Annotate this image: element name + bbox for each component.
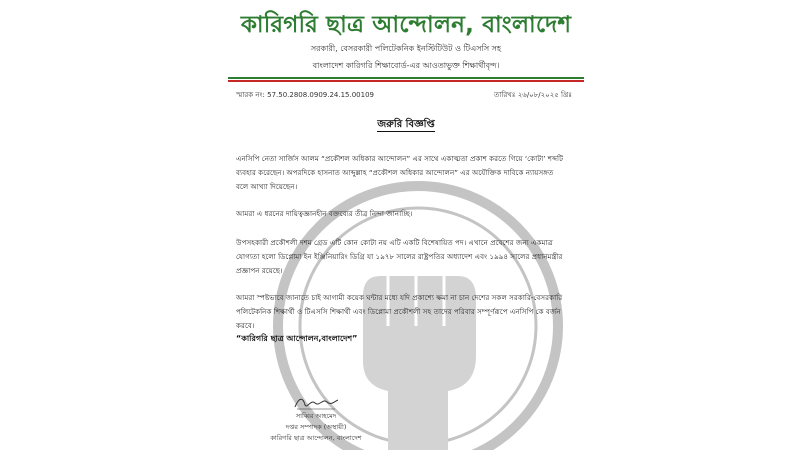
- signatory-name: সাব্বির আহমেদ: [295, 412, 337, 420]
- header-divider-red: [228, 80, 584, 82]
- handwritten-signature: [291, 395, 341, 411]
- paragraph-4: আমরা স্পষ্টভাবে জানাতে চাই আগামী কয়েক ঘন্টার মধ্যে যদি প্রকাশ্যে ক্ষমা না চান দেশের সকল সরকারি-বেসরকারি পলিটেকনিক শিক্ষার্থী ও টিএসসি শিক্ষার্থী এবং ডিপ্লোমা প্রকৌশলী সহ তাদের পরিবার সম্পূর্ণরূপে এনসিপি কে বর্জন করবে।: [236, 293, 563, 330]
- signatory-organization: কারিগরি ছাত্র আন্দোলন, বাংলাদেশ: [270, 434, 362, 442]
- signatory-designation: দপ্তর সম্পাদক (অস্থায়ী): [285, 423, 347, 431]
- signature-block: [236, 395, 396, 444]
- subtitle-line-1: সরকারী, বেসরকারী পলিটেকনিক ইনস্টিটিউট ও টিএসসি সহ: [310, 44, 502, 53]
- subtitle-line-2: বাংলাদেশ কারিগরি শিক্ষাবোর্ড-এর আওতাভুক্ত শিক্ষার্থীবৃন্দ।: [312, 61, 500, 70]
- signoff: “কারিগরি ছাত্র আন্দোলন,বাংলাদেশ”: [236, 334, 358, 343]
- notice-heading: [228, 117, 584, 134]
- notice-date: তারিখঃ ২৬/০৮/২০২৫ খ্রিঃ: [494, 91, 572, 99]
- paragraph-2: আমরা এ ধরনের দায়িত্বজ্ঞানহীন বক্তব্যের তীব্র নিন্দা জানাচ্ছি।: [236, 209, 413, 218]
- organization-title: কারিগরি ছাত্র আন্দোলন, বাংলাদেশ: [240, 12, 572, 38]
- reference-row: [236, 89, 572, 101]
- notice-document: [228, 0, 584, 450]
- paragraph-1: এনসিপি নেতা সার্জিস আলম “প্রকৌশল অধিকার আন্দোলন” এর সাথে একাত্মতা প্রকাশ করতে গিয়ে ‘কোটা’ শব্দটি ব্যবহার করেছেন। অপরদিকে হাসনাত আব্দুল্লাহ “প্রকৌশল অধিকার আন্দোলন” এর অযৌক্তিক দাবিকে ন্যায়সঙ্গত বলে আখ্যা দিয়েছেন।: [236, 154, 564, 191]
- header-divider-green: [228, 77, 584, 79]
- paragraph-3: উপসহকারী প্রকৌশলী দশম গ্রেড এটি কোন কোটা নয় এটি একটি বিশেষায়িত পদ। এখানে প্রবেশের জন্য একমাত্র যোগ্যতা হলো ডিপ্লোমা ইন ইঞ্জিনিয়ারিং ডিগ্রি যা ১৯৭৮ সালের রাষ্ট্রপতির অধ্যাদেশ এবং ১৯৯৪ সালের প্রধানমন্ত্রীর প্রজ্ঞাপন রয়েছে।: [236, 238, 563, 275]
- notice-heading-text: জরুরি বিজ্ঞপ্তি: [377, 119, 435, 130]
- reference-number: স্মারক নং: 57.50.2808.0909.24.15.00109: [236, 91, 374, 99]
